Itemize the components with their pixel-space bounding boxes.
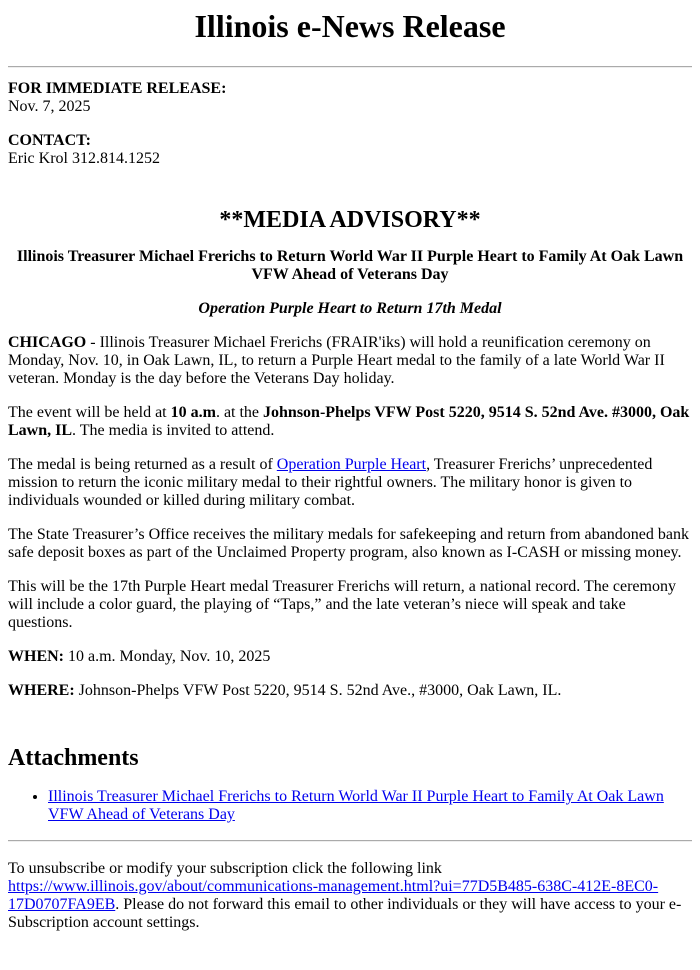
when-label: WHEN: bbox=[8, 648, 64, 665]
when-line bbox=[8, 648, 692, 666]
dateline: CHICAGO bbox=[8, 334, 87, 351]
paragraph-4: The State Treasurer’s Office receives the military medals for safekeeping and return from abandoned bank safe deposit boxes as part of the Unclaimed Property program, also known as I-CASH or missing money. bbox=[8, 526, 689, 561]
paragraph-text: - Illinois Treasurer Michael Frerichs (FRAIR'iks) will hold a reunification ceremony on Monday, Nov. 10, in Oak Lawn, IL, to return a Purple Heart medal to the family of a late World War II veteran. Monday is the day before the Veterans Day holiday. bbox=[8, 334, 665, 387]
where-value: Johnson-Phelps VFW Post 5220, 9514 S. 52nd Ave., #3000, Oak Lawn, IL. bbox=[74, 682, 562, 699]
email-body bbox=[0, 8, 700, 932]
media-advisory-heading: **MEDIA ADVISORY** bbox=[219, 207, 481, 233]
paragraph-1 bbox=[8, 334, 692, 388]
when-value: 10 a.m. Monday, Nov. 10, 2025 bbox=[64, 648, 271, 665]
contact-value: Eric Krol 312.814.1252 bbox=[8, 150, 160, 167]
event-time: 10 a.m bbox=[170, 404, 216, 421]
paragraph-text: The medal is being returned as a result of bbox=[8, 456, 277, 473]
release-date: Nov. 7, 2025 bbox=[8, 98, 91, 115]
footer-text-1: To unsubscribe or modify your subscription click the following link bbox=[8, 860, 442, 877]
paragraph-5: This will be the 17th Purple Heart medal Treasurer Frerichs will return, a national record. The ceremony will include a color guard, the playing of “Taps,” and the late veteran’s niece will speak and take questions. bbox=[8, 578, 676, 631]
attachment-item bbox=[48, 788, 692, 824]
footer-text-2: . Please do not forward this email to other individuals or they will have access to your e-Subscription account settings. bbox=[8, 896, 682, 931]
attachment-link[interactable]: Illinois Treasurer Michael Frerichs to Return World War II Purple Heart to Family At Oak Lawn VFW Ahead of Veterans Day bbox=[48, 788, 664, 823]
attachments-heading: Attachments bbox=[8, 745, 139, 771]
headline: Illinois Treasurer Michael Frerichs to Return World War II Purple Heart to Family At Oak Lawn VFW Ahead of Veterans Day bbox=[16, 248, 684, 283]
where-label: WHERE: bbox=[8, 682, 75, 699]
paragraph-2 bbox=[8, 404, 692, 440]
paragraph-text: . at the bbox=[215, 404, 264, 421]
attachments-list bbox=[8, 788, 692, 824]
page-title: Illinois e-News Release bbox=[194, 8, 506, 44]
paragraph-text: , Treasurer Frerichs’ unprecedented mission to return the iconic military medal to their rightful owners. The military honor is given to individuals wounded or killed during military combat. bbox=[8, 456, 653, 509]
contact-label: CONTACT: bbox=[8, 132, 91, 149]
release-label: FOR IMMEDIATE RELEASE: bbox=[8, 80, 227, 97]
paragraph-3 bbox=[8, 456, 692, 510]
footer-text bbox=[8, 860, 692, 932]
where-line bbox=[8, 682, 692, 700]
divider bbox=[8, 66, 692, 68]
paragraph-text: . The media is invited to attend. bbox=[72, 422, 275, 439]
paragraph-text: The event will be held at bbox=[8, 404, 171, 421]
unsubscribe-link[interactable]: https://www.illinois.gov/about/communications-management.html?ui=77D5B485-638C-412E-8EC0-17D0707FA9EB bbox=[8, 878, 659, 913]
event-location: Johnson-Phelps VFW Post 5220, 9514 S. 52nd Ave. #3000, Oak Lawn, IL bbox=[8, 404, 690, 439]
divider bbox=[8, 840, 692, 842]
subheadline: Operation Purple Heart to Return 17th Medal bbox=[198, 300, 502, 317]
operation-purple-heart-link[interactable]: Operation Purple Heart bbox=[276, 456, 427, 473]
